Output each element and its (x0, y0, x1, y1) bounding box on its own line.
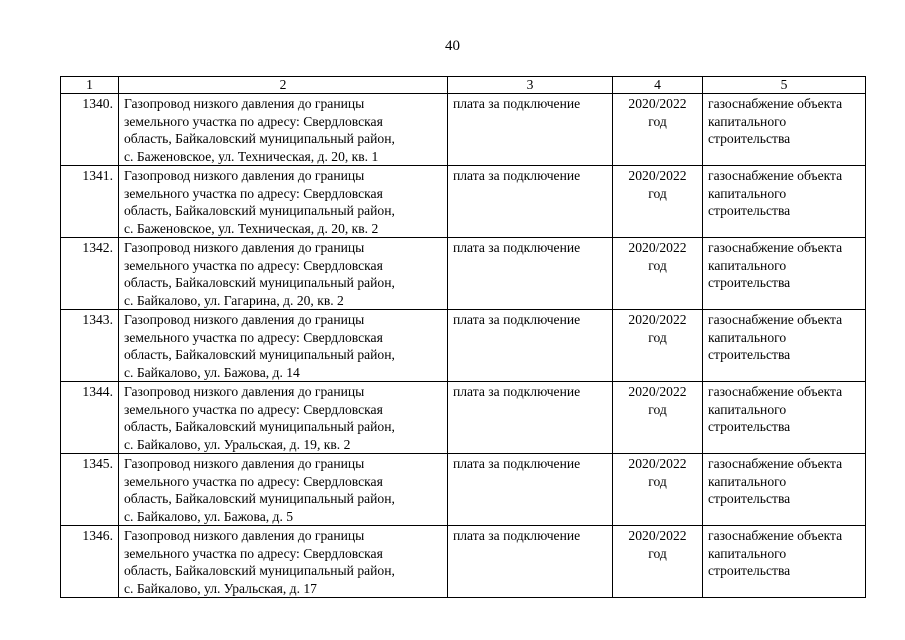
object-name-line: область, Байкаловский муниципальный район, (124, 203, 395, 218)
purpose-line: газоснабжение объекта (708, 168, 843, 183)
purpose-line: газоснабжение объекта (708, 384, 843, 399)
purpose-line: строительства (708, 347, 791, 362)
purpose-line: капитального (708, 401, 787, 417)
period-line: 2020/2022 (628, 168, 687, 183)
table-row (61, 310, 866, 382)
period-line: год (648, 473, 667, 489)
object-name-line: область, Байкаловский муниципальный район, (124, 563, 395, 578)
period-line: 2020/2022 (628, 384, 687, 399)
object-name-line: Газопровод низкого давления до границы (124, 96, 365, 111)
purpose-cell (703, 94, 866, 166)
period-line: год (648, 329, 667, 345)
purpose-line: газоснабжение объекта (708, 528, 843, 543)
period-line: 2020/2022 (628, 312, 687, 327)
row-number: 1340. (61, 94, 119, 166)
purpose-cell (703, 166, 866, 238)
period-line: год (648, 185, 667, 201)
object-name-line: земельного участка по адресу: Свердловская (124, 545, 383, 561)
purpose-line: капитального (708, 545, 787, 561)
object-name-line: Газопровод низкого давления до границы (124, 384, 365, 399)
purpose-line: строительства (708, 419, 791, 434)
object-name-line: земельного участка по адресу: Свердловская (124, 113, 383, 129)
period-line: год (648, 401, 667, 417)
funding-source-cell: плата за подключение (448, 310, 613, 382)
object-name-line: с. Байкалово, ул. Уральская, д. 17 (124, 580, 317, 596)
header-cell-2: 2 (119, 77, 448, 94)
table-row (61, 382, 866, 454)
row-number: 1346. (61, 526, 119, 598)
period-cell (613, 454, 703, 526)
object-name-line: область, Байкаловский муниципальный район, (124, 131, 395, 146)
object-name-line: земельного участка по адресу: Свердловская (124, 329, 383, 345)
object-name-line: область, Байкаловский муниципальный район, (124, 419, 395, 434)
funding-source-cell: плата за подключение (448, 454, 613, 526)
object-name-line: с. Байкалово, ул. Гагарина, д. 20, кв. 2 (124, 292, 344, 308)
object-name-line: с. Баженовское, ул. Техническая, д. 20, кв. 2 (124, 220, 379, 236)
purpose-cell (703, 382, 866, 454)
object-name-line: область, Байкаловский муниципальный район, (124, 347, 395, 362)
object-name-cell (119, 382, 448, 454)
purpose-line: газоснабжение объекта (708, 96, 843, 111)
funding-source-cell: плата за подключение (448, 238, 613, 310)
period-cell (613, 526, 703, 598)
table-row (61, 166, 866, 238)
purpose-cell (703, 310, 866, 382)
object-name-line: Газопровод низкого давления до границы (124, 312, 365, 327)
funding-source-cell: плата за подключение (448, 382, 613, 454)
object-name-line: земельного участка по адресу: Свердловская (124, 257, 383, 273)
period-line: 2020/2022 (628, 240, 687, 255)
purpose-line: капитального (708, 113, 787, 129)
table-row (61, 454, 866, 526)
object-name-line: с. Байкалово, ул. Бажова, д. 14 (124, 364, 300, 380)
object-name-cell (119, 310, 448, 382)
purpose-line: строительства (708, 563, 791, 578)
header-cell-3: 3 (448, 77, 613, 94)
object-name-line: область, Байкаловский муниципальный район, (124, 275, 395, 290)
object-name-line: с. Байкалово, ул. Бажова, д. 5 (124, 508, 294, 524)
purpose-line: капитального (708, 473, 787, 489)
page-number: 40 (445, 38, 460, 54)
period-cell (613, 166, 703, 238)
object-name-cell (119, 166, 448, 238)
purpose-line: строительства (708, 203, 791, 218)
object-name-line: Газопровод низкого давления до границы (124, 528, 365, 543)
period-cell (613, 310, 703, 382)
purpose-cell (703, 454, 866, 526)
purpose-line: строительства (708, 131, 791, 146)
purpose-line: газоснабжение объекта (708, 240, 843, 255)
object-name-cell (119, 454, 448, 526)
period-line: 2020/2022 (628, 528, 687, 543)
purpose-line: капитального (708, 185, 787, 201)
period-cell (613, 382, 703, 454)
object-name-line: земельного участка по адресу: Свердловская (124, 401, 383, 417)
period-line: 2020/2022 (628, 96, 687, 111)
table-row (61, 94, 866, 166)
purpose-line: газоснабжение объекта (708, 456, 843, 471)
object-name-line: Газопровод низкого давления до границы (124, 456, 365, 471)
header-row (61, 77, 866, 94)
purpose-line: строительства (708, 491, 791, 506)
header-cell-4: 4 (613, 77, 703, 94)
period-line: 2020/2022 (628, 456, 687, 471)
funding-source-cell: плата за подключение (448, 166, 613, 238)
object-name-cell (119, 94, 448, 166)
period-cell (613, 94, 703, 166)
object-name-line: Газопровод низкого давления до границы (124, 240, 365, 255)
object-name-line: с. Байкалово, ул. Уральская, д. 19, кв. 2 (124, 436, 351, 452)
header-cell-5: 5 (703, 77, 866, 94)
period-line: год (648, 257, 667, 273)
funding-source-cell: плата за подключение (448, 94, 613, 166)
period-line: год (648, 113, 667, 129)
purpose-line: капитального (708, 257, 787, 273)
table-body (61, 94, 866, 598)
purpose-line: газоснабжение объекта (708, 312, 843, 327)
row-number: 1343. (61, 310, 119, 382)
purpose-cell (703, 238, 866, 310)
row-number: 1342. (61, 238, 119, 310)
purpose-cell (703, 526, 866, 598)
register-table (60, 76, 866, 598)
object-name-cell (119, 526, 448, 598)
object-name-line: область, Байкаловский муниципальный район, (124, 491, 395, 506)
purpose-line: капитального (708, 329, 787, 345)
period-cell (613, 238, 703, 310)
row-number: 1345. (61, 454, 119, 526)
object-name-line: с. Баженовское, ул. Техническая, д. 20, кв. 1 (124, 148, 379, 164)
period-line: год (648, 545, 667, 561)
table-row (61, 526, 866, 598)
object-name-cell (119, 238, 448, 310)
object-name-line: земельного участка по адресу: Свердловская (124, 473, 383, 489)
purpose-line: строительства (708, 275, 791, 290)
table-row (61, 238, 866, 310)
header-cell-1: 1 (61, 77, 119, 94)
funding-source-cell: плата за подключение (448, 526, 613, 598)
row-number: 1341. (61, 166, 119, 238)
object-name-line: Газопровод низкого давления до границы (124, 168, 365, 183)
object-name-line: земельного участка по адресу: Свердловская (124, 185, 383, 201)
row-number: 1344. (61, 382, 119, 454)
